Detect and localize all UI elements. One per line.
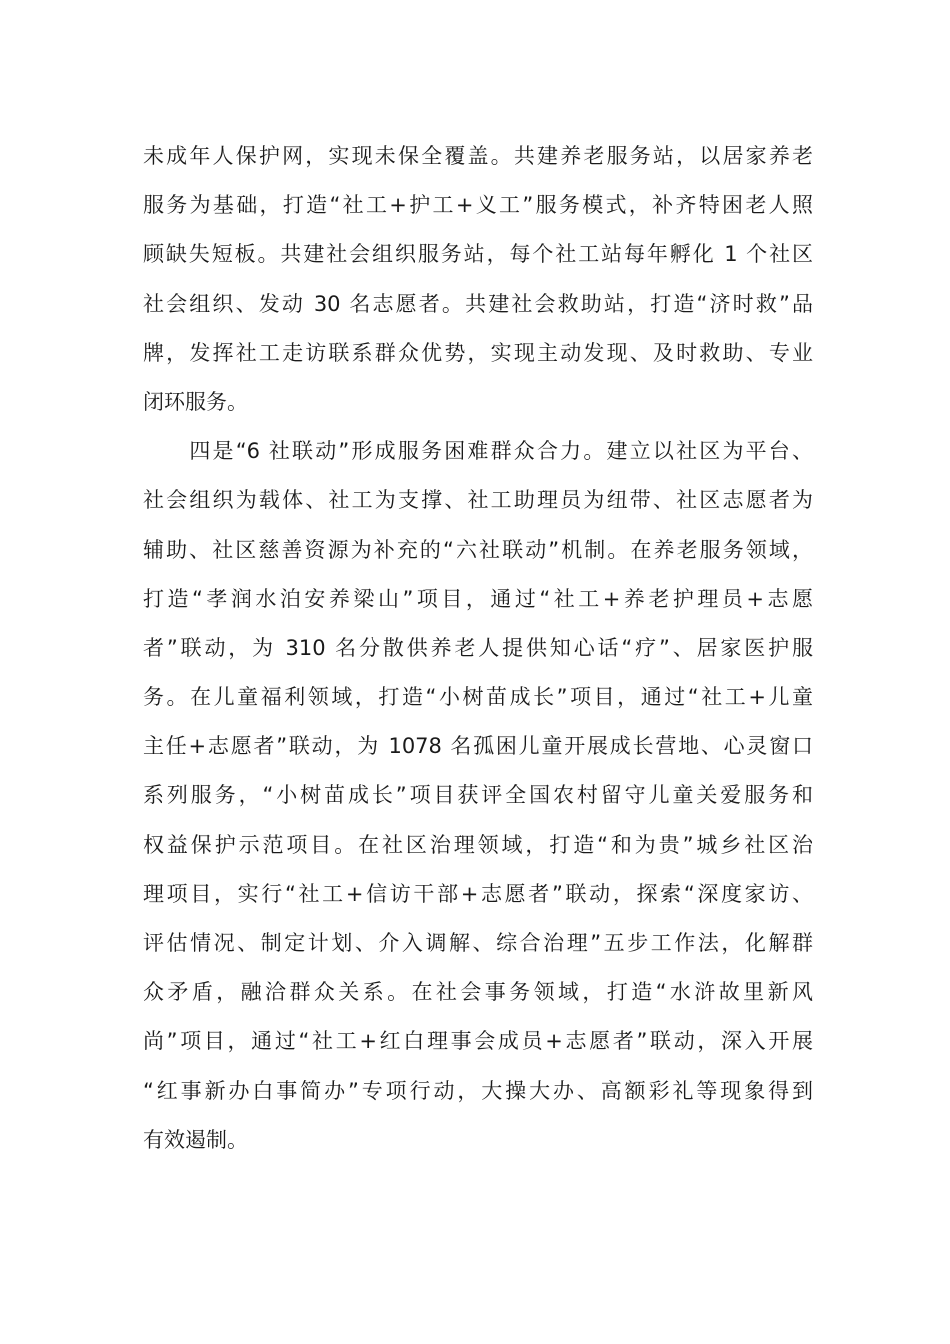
text-line: 者”联动，为 310 名分散供养老人提供知心话“疗”、居家医护服: [143, 635, 813, 660]
text-line: 顾缺失短板。共建社会组织服务站，每个社工站每年孵化 1 个社区: [143, 242, 813, 267]
text-line: 社会组织、发动 30 名志愿者。共建社会救助站，打造“济时救”品: [143, 291, 813, 316]
text-line: 牌，发挥社工走访联系群众优势，实现主动发现、及时救助、专业: [143, 340, 813, 365]
text-line: 权益保护示范项目。在社区治理领域，打造“和为贵”城乡社区治: [143, 832, 813, 857]
text-line: 有效遏制。: [143, 1127, 248, 1152]
body-text: [143, 132, 813, 1165]
text-line: 众矛盾，融洽群众关系。在社会事务领域，打造“水浒故里新风: [143, 980, 813, 1005]
text-line: 评估情况、制定计划、介入调解、综合治理”五步工作法，化解群: [143, 931, 813, 955]
paragraph-1: [143, 132, 813, 427]
text-line: 打造“孝润水泊安养梁山”项目，通过“社工+养老护理员+志愿: [143, 586, 813, 611]
paragraph-2: [143, 427, 813, 1165]
text-line: 务。在儿童福利领域，打造“小树苗成长”项目，通过“社工+儿童: [143, 685, 813, 710]
text-line: 四是“6 社联动”形成服务困难群众合力。建立以社区为平台、: [143, 439, 813, 464]
text-line: 系列服务，“小树苗成长”项目获评全国农村留守儿童关爱服务和: [143, 783, 813, 808]
text-line: 闭环服务。: [143, 389, 248, 414]
text-line: 辅助、社区慈善资源为补充的“六社联动”机制。在养老服务领域，: [143, 537, 813, 562]
text-line: 主任+志愿者”联动，为 1078 名孤困儿童开展成长营地、心灵窗口: [143, 734, 813, 759]
text-line: 服务为基础，打造“社工+护工+义工”服务模式，补齐特困老人照: [143, 193, 813, 218]
text-line: 尚”项目，通过“社工+红白理事会成员+志愿者”联动，深入开展: [143, 1029, 813, 1054]
text-line: 社会组织为载体、社工为支撑、社工助理员为纽带、社区志愿者为: [143, 488, 813, 513]
text-line: 理项目，实行“社工+信访干部+志愿者”联动，探索“深度家访、: [143, 881, 813, 906]
text-line: 未成年人保护网，实现未保全覆盖。共建养老服务站，以居家养老: [143, 144, 813, 168]
text-line: “红事新办白事简办”专项行动，大操大办、高额彩礼等现象得到: [143, 1078, 813, 1103]
